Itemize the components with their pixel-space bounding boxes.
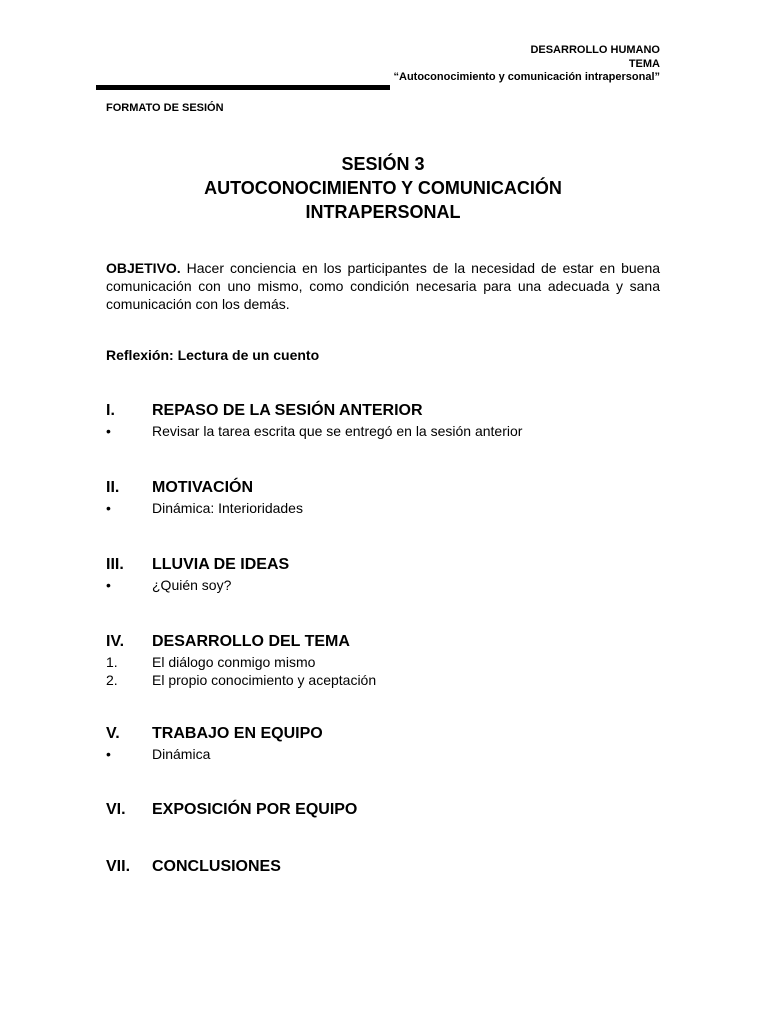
section-4 [106, 631, 666, 689]
section-heading [106, 631, 666, 653]
bullet-marker: • [106, 500, 111, 516]
section-number: II. [106, 479, 120, 496]
section-title: MOTIVACIÓN [152, 479, 254, 496]
session-title-line-2: INTRAPERSONAL [305, 202, 461, 222]
list-item [106, 653, 666, 671]
bullet-marker: • [106, 423, 111, 439]
header-topic-label: TEMA [628, 57, 660, 70]
section-title: EXPOSICIÓN POR EQUIPO [152, 801, 358, 818]
section-1 [106, 400, 666, 440]
section-title: TRABAJO EN EQUIPO [152, 725, 323, 742]
list-item-text: Dinámica [152, 746, 211, 762]
section-title: LLUVIA DE IDEAS [152, 556, 290, 573]
bullet-marker: • [106, 577, 111, 593]
section-3 [106, 554, 666, 594]
list-item-text: Revisar la tarea escrita que se entregó en la sesión anterior [152, 423, 523, 439]
section-heading [106, 856, 666, 878]
section-number: VII. [106, 858, 131, 875]
reflection-line: Reflexión: Lectura de un cuento [106, 347, 320, 363]
section-number: VI. [106, 801, 126, 818]
format-label: FORMATO DE SESIÓN [106, 102, 224, 114]
session-title [106, 152, 660, 224]
list-item-text: ¿Quién soy? [152, 577, 232, 593]
section-heading [106, 799, 666, 821]
section-2 [106, 477, 666, 517]
section-6 [106, 799, 666, 821]
section-heading [106, 554, 666, 576]
section-5 [106, 723, 666, 763]
section-title: CONCLUSIONES [152, 858, 281, 875]
section-number: V. [106, 725, 120, 742]
section-heading [106, 400, 666, 422]
number-marker: 2. [106, 672, 118, 688]
list-item-text: Dinámica: Interioridades [152, 500, 303, 516]
section-number: III. [106, 556, 124, 573]
section-number: IV. [106, 633, 125, 650]
list-item-text: El propio conocimiento y aceptación [152, 672, 377, 688]
objective-paragraph [106, 259, 660, 313]
list-item [106, 745, 666, 763]
session-title-line-1: AUTOCONOCIMIENTO Y COMUNICACIÓN [204, 178, 562, 198]
header-course: DESARROLLO HUMANO [530, 44, 660, 56]
header-topic-title: “Autoconocimiento y comunicación intrapersonal” [393, 71, 660, 83]
section-title: DESARROLLO DEL TEMA [152, 633, 350, 650]
objective-label: OBJETIVO. [106, 260, 181, 276]
list-item [106, 499, 666, 517]
session-number: SESIÓN 3 [341, 154, 425, 174]
section-7 [106, 856, 666, 878]
list-item-text: El diálogo conmigo mismo [152, 654, 316, 670]
document-header [394, 44, 660, 85]
list-item [106, 671, 666, 689]
list-item [106, 422, 666, 440]
section-number: I. [106, 402, 115, 419]
section-heading [106, 723, 666, 745]
number-marker: 1. [106, 654, 118, 670]
header-rule [96, 85, 390, 90]
bullet-marker: • [106, 746, 111, 762]
objective-text: Hacer conciencia en los participantes de la necesidad de estar en buena comunicación con uno mismo, como condición necesaria para una adecuada y sana comunicación con los demás. [106, 260, 661, 312]
list-item [106, 576, 666, 594]
section-title: REPASO DE LA SESIÓN ANTERIOR [152, 402, 423, 419]
section-heading [106, 477, 666, 499]
